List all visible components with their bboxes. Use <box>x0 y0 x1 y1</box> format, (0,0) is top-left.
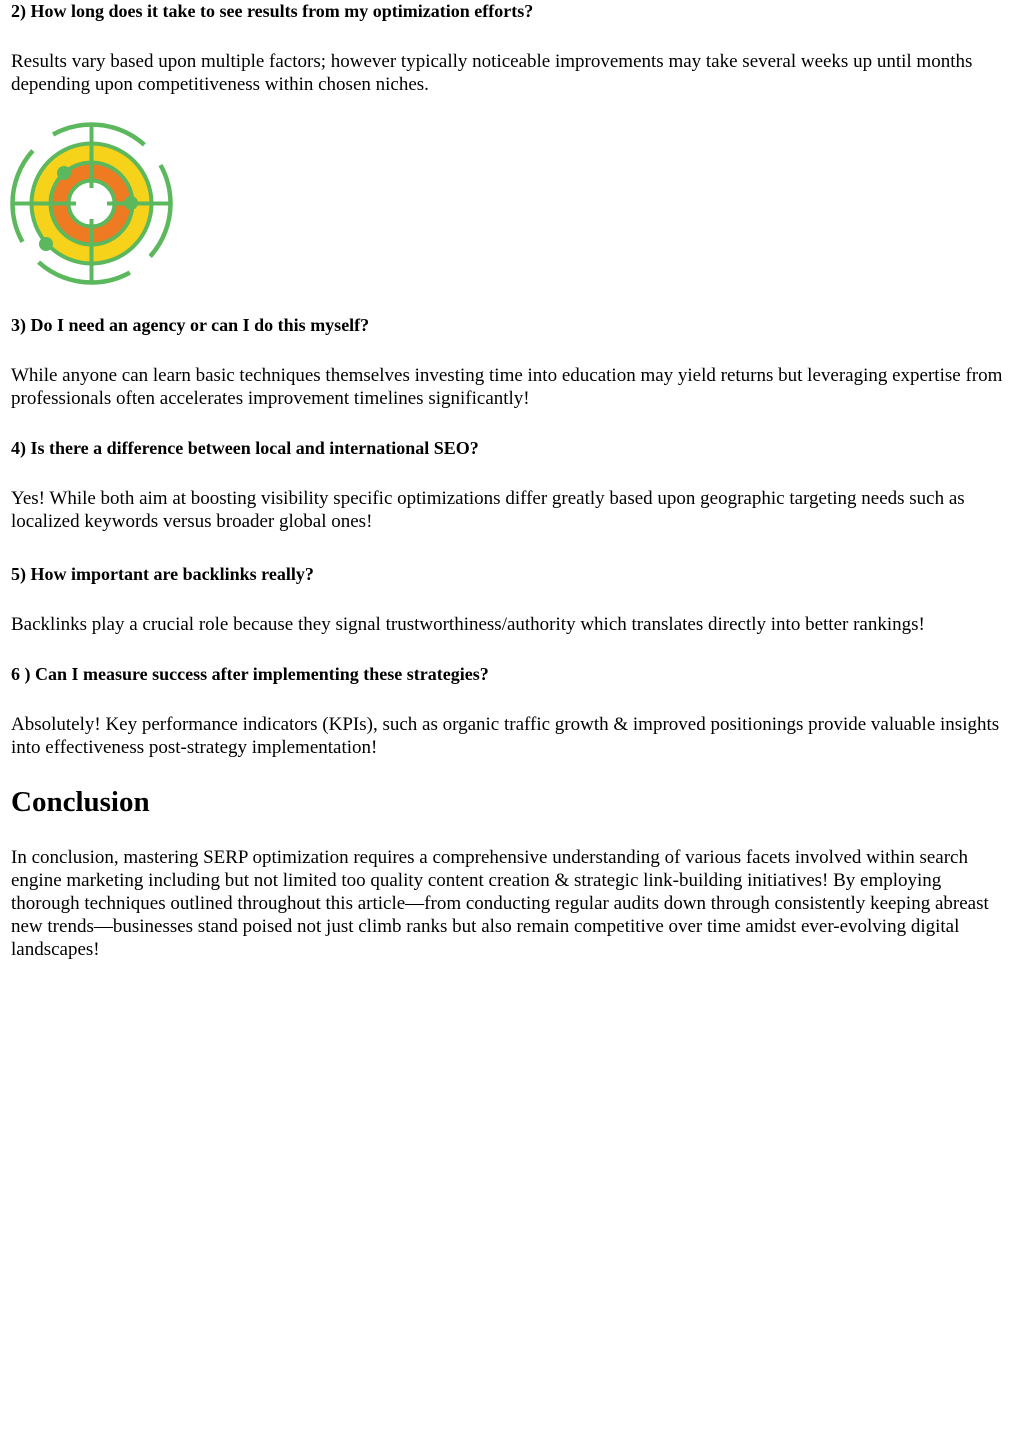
conclusion-title: Conclusion <box>11 786 150 818</box>
faq-answer-3: While anyone can learn basic techniques themselves investing time into education may yield returns but leveraging expertise from professionals often accelerates improvement timelines significantly! <box>11 365 1003 409</box>
faq-question-6: 6 ) Can I measure success after implementing these strategies? <box>11 664 489 684</box>
faq-answer-5: Backlinks play a crucial role because they signal trustworthiness/authority which translates directly into better rankings! <box>11 614 925 635</box>
faq-question-2: 2) How long does it take to see results from my optimization efforts? <box>11 1 534 21</box>
target-icon <box>10 122 173 285</box>
faq-question-4: 4) Is there a difference between local and international SEO? <box>11 438 479 458</box>
faq-question-3: 3) Do I need an agency or can I do this myself? <box>11 315 370 335</box>
conclusion-body: In conclusion, mastering SERP optimization requires a comprehensive understanding of various facets involved within search engine marketing including but not limited too quality content creation & strategic link-building initiatives! By employing thorough techniques outlined throughout this article—from conducting regular audits down through consistently keeping abreast new trends—businesses stand poised not just climb ranks but also remain competitive over time amidst ever-evolving digital landscapes! <box>11 847 989 960</box>
faq-answer-2: Results vary based upon multiple factors; however typically noticeable improvements may take several weeks up until months depending upon competitiveness within chosen niches. <box>11 51 973 95</box>
faq-answer-6: Absolutely! Key performance indicators (KPIs), such as organic traffic growth & improved positionings provide valuable insights into effectiveness post-strategy implementation! <box>11 714 1000 758</box>
faq-question-5: 5) How important are backlinks really? <box>11 564 314 584</box>
faq-answer-4: Yes! While both aim at boosting visibility specific optimizations differ greatly based upon geographic targeting needs such as localized keywords versus broader global ones! <box>11 488 965 532</box>
